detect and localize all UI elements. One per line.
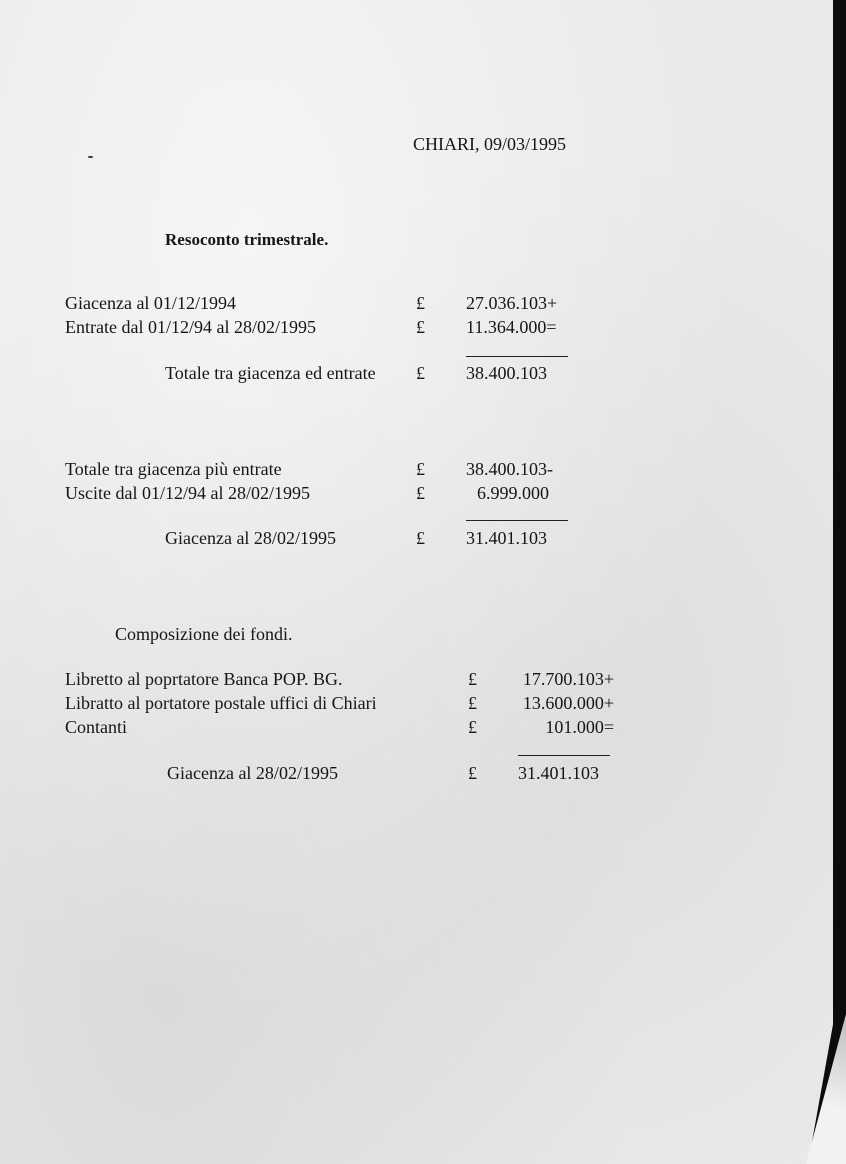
s1-total-amount: 38.400.103 bbox=[466, 363, 547, 383]
s3-row2-amount: 13.600.000+ bbox=[522, 693, 614, 713]
s3-row3-label: Contanti bbox=[65, 717, 127, 737]
s3-row1-amount: 17.700.103+ bbox=[522, 669, 614, 689]
s1-row1-amount: 27.036.103+ bbox=[466, 293, 558, 313]
s2-row2-label: Uscite dal 01/12/94 al 28/02/1995 bbox=[65, 483, 310, 503]
s3-total-amount: 31.401.103 bbox=[518, 763, 599, 783]
s3-sum-rule bbox=[518, 755, 610, 756]
s1-total-currency: £ bbox=[416, 363, 425, 383]
s3-row2-label: Libratto al portatore postale uffici di Chiari bbox=[65, 693, 377, 713]
s3-row1-label: Libretto al poprtatore Banca POP. BG. bbox=[65, 669, 343, 689]
s3-row3-amount: 101.000= bbox=[545, 717, 614, 737]
s2-sum-rule bbox=[466, 520, 568, 521]
speck-mark bbox=[88, 156, 93, 158]
s1-row2-currency: £ bbox=[416, 317, 425, 337]
s2-total-amount: 31.401.103 bbox=[466, 528, 547, 548]
s1-sum-rule bbox=[466, 356, 568, 357]
s2-row2-amount: 6.999.000 bbox=[477, 483, 549, 503]
s2-row2-currency: £ bbox=[416, 483, 425, 503]
s2-total-currency: £ bbox=[416, 528, 425, 548]
s2-total-label: Giacenza al 28/02/1995 bbox=[165, 528, 336, 548]
s1-row2-label: Entrate dal 01/12/94 al 28/02/1995 bbox=[65, 317, 316, 337]
s1-row1-label: Giacenza al 01/12/1994 bbox=[65, 293, 236, 313]
s1-total-label: Totale tra giacenza ed entrate bbox=[165, 363, 376, 383]
document-title: Resoconto trimestrale. bbox=[165, 230, 329, 249]
s1-row1-currency: £ bbox=[416, 293, 425, 313]
place-date: CHIARI, 09/03/1995 bbox=[413, 134, 566, 154]
s3-heading: Composizione dei fondi. bbox=[115, 624, 293, 644]
s3-row1-currency: £ bbox=[468, 669, 477, 689]
s3-total-label: Giacenza al 28/02/1995 bbox=[167, 763, 338, 783]
s2-row1-label: Totale tra giacenza più entrate bbox=[65, 459, 282, 479]
s1-row2-amount: 11.364.000= bbox=[466, 317, 557, 337]
s2-row1-amount: 38.400.103- bbox=[466, 459, 553, 479]
s3-total-currency: £ bbox=[468, 763, 477, 783]
s2-row1-currency: £ bbox=[416, 459, 425, 479]
s3-row3-currency: £ bbox=[468, 717, 477, 737]
s3-row2-currency: £ bbox=[468, 693, 477, 713]
